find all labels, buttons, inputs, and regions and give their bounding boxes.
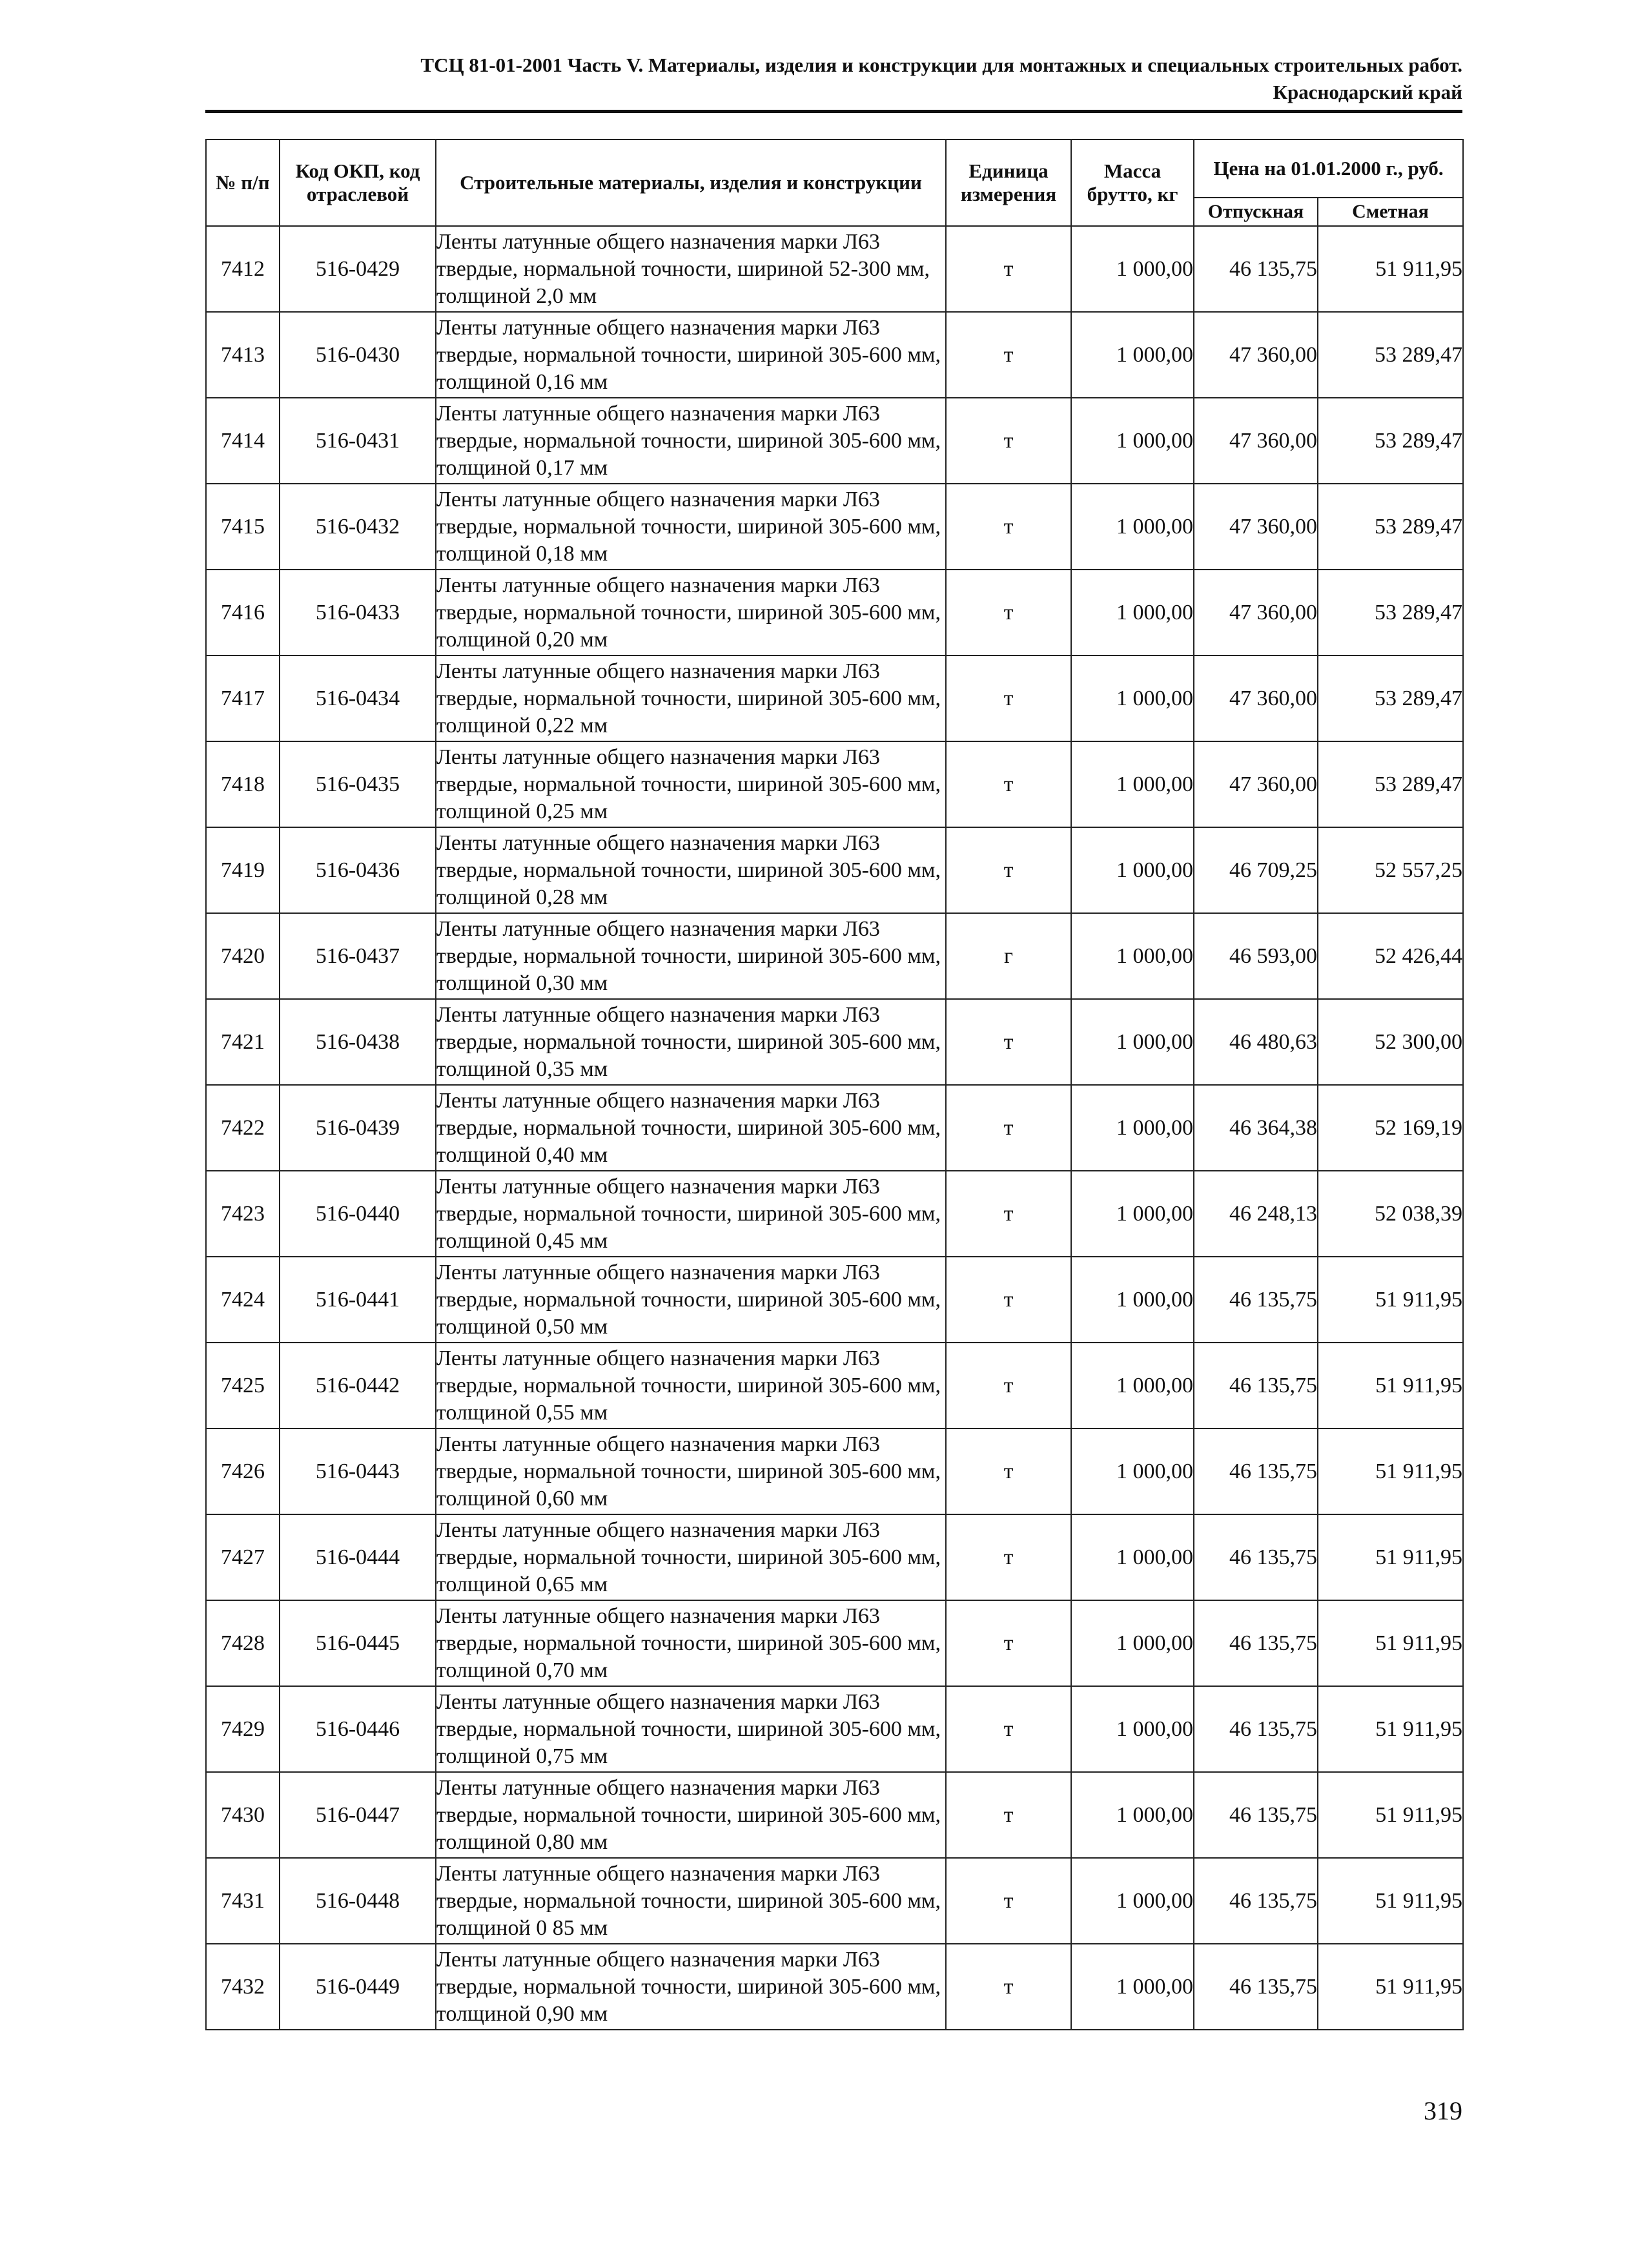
estimate-price: 53 289,47	[1318, 570, 1463, 655]
release-price: 47 360,00	[1194, 484, 1318, 570]
release-price: 47 360,00	[1194, 312, 1318, 398]
estimate-price: 53 289,47	[1318, 741, 1463, 827]
unit-of-measure: т	[946, 398, 1071, 484]
okp-code: 516-0449	[280, 1944, 436, 2030]
table-row	[206, 1858, 1463, 1944]
release-price: 46 248,13	[1194, 1171, 1318, 1257]
page-number: 319	[1424, 2096, 1462, 2125]
release-price: 46 135,75	[1194, 1257, 1318, 1343]
estimate-price: 52 300,00	[1318, 999, 1463, 1085]
okp-code: 516-0443	[280, 1428, 436, 1514]
table-row	[206, 827, 1463, 913]
estimate-price: 53 289,47	[1318, 484, 1463, 570]
unit-of-measure: т	[946, 827, 1071, 913]
table-row	[206, 226, 1463, 312]
column-header-unit: Единица измерения	[946, 139, 1071, 226]
gross-mass: 1 000,00	[1071, 1600, 1194, 1686]
release-price: 46 135,75	[1194, 1600, 1318, 1686]
okp-code: 516-0439	[280, 1085, 436, 1171]
release-price: 46 135,75	[1194, 1772, 1318, 1858]
row-number: 7418	[206, 741, 280, 827]
unit-of-measure: т	[946, 1686, 1071, 1772]
table-body	[206, 226, 1463, 2030]
okp-code: 516-0446	[280, 1686, 436, 1772]
okp-code: 516-0440	[280, 1171, 436, 1257]
okp-code: 516-0435	[280, 741, 436, 827]
estimate-price: 51 911,95	[1318, 226, 1463, 312]
column-header-price-group: Цена на 01.01.2000 г., руб.	[1194, 139, 1463, 198]
gross-mass: 1 000,00	[1071, 1772, 1194, 1858]
okp-code: 516-0433	[280, 570, 436, 655]
release-price: 47 360,00	[1194, 398, 1318, 484]
okp-code: 516-0429	[280, 226, 436, 312]
release-price: 46 135,75	[1194, 1858, 1318, 1944]
release-price: 46 135,75	[1194, 1514, 1318, 1600]
header-title: ТСЦ 81-01-2001 Часть V. Материалы, изделия и конструкции для монтажных и специальных строительных работ.	[420, 54, 1462, 76]
okp-code: 516-0442	[280, 1343, 436, 1428]
row-number: 7413	[206, 312, 280, 398]
material-name: Ленты латунные общего назначения марки Л63 твердые, нормальной точности, шириной 305-600 мм, толщиной 0,25 мм	[436, 741, 946, 827]
table-row	[206, 312, 1463, 398]
gross-mass: 1 000,00	[1071, 1085, 1194, 1171]
material-name: Ленты латунные общего назначения марки Л63 твердые, нормальной точности, шириной 305-600 мм, толщиной 0 85 мм	[436, 1858, 946, 1944]
estimate-price: 52 426,44	[1318, 913, 1463, 999]
unit-of-measure: т	[946, 1171, 1071, 1257]
gross-mass: 1 000,00	[1071, 655, 1194, 741]
okp-code: 516-0436	[280, 827, 436, 913]
unit-of-measure: т	[946, 1428, 1071, 1514]
price-table	[205, 139, 1464, 2030]
estimate-price: 53 289,47	[1318, 312, 1463, 398]
unit-of-measure: г	[946, 913, 1071, 999]
table-row	[206, 741, 1463, 827]
estimate-price: 51 911,95	[1318, 1428, 1463, 1514]
release-price: 46 709,25	[1194, 827, 1318, 913]
gross-mass: 1 000,00	[1071, 484, 1194, 570]
unit-of-measure: т	[946, 1257, 1071, 1343]
header-region: Краснодарский край	[1273, 81, 1462, 103]
gross-mass: 1 000,00	[1071, 1514, 1194, 1600]
gross-mass: 1 000,00	[1071, 1343, 1194, 1428]
unit-of-measure: т	[946, 655, 1071, 741]
material-name: Ленты латунные общего назначения марки Л63 твердые, нормальной точности, шириной 305-600 мм, толщиной 0,28 мм	[436, 827, 946, 913]
material-name: Ленты латунные общего назначения марки Л63 твердые, нормальной точности, шириной 305-600 мм, толщиной 0,55 мм	[436, 1343, 946, 1428]
unit-of-measure: т	[946, 741, 1071, 827]
gross-mass: 1 000,00	[1071, 1686, 1194, 1772]
table-row	[206, 655, 1463, 741]
column-header-code: Код ОКП, код отраслевой	[280, 139, 436, 226]
gross-mass: 1 000,00	[1071, 741, 1194, 827]
estimate-price: 51 911,95	[1318, 1772, 1463, 1858]
table-row	[206, 999, 1463, 1085]
material-name: Ленты латунные общего назначения марки Л63 твердые, нормальной точности, шириной 305-600 мм, толщиной 0,65 мм	[436, 1514, 946, 1600]
gross-mass: 1 000,00	[1071, 1171, 1194, 1257]
okp-code: 516-0447	[280, 1772, 436, 1858]
release-price: 46 135,75	[1194, 1428, 1318, 1514]
okp-code: 516-0430	[280, 312, 436, 398]
gross-mass: 1 000,00	[1071, 398, 1194, 484]
row-number: 7415	[206, 484, 280, 570]
unit-of-measure: т	[946, 312, 1071, 398]
estimate-price: 53 289,47	[1318, 655, 1463, 741]
row-number: 7427	[206, 1514, 280, 1600]
estimate-price: 51 911,95	[1318, 1944, 1463, 2030]
estimate-price: 51 911,95	[1318, 1257, 1463, 1343]
column-header-name: Строительные материалы, изделия и конструкции	[436, 139, 946, 226]
table-row	[206, 1171, 1463, 1257]
release-price: 46 135,75	[1194, 226, 1318, 312]
table-row	[206, 398, 1463, 484]
material-name: Ленты латунные общего назначения марки Л63 твердые, нормальной точности, шириной 305-600 мм, толщиной 0,18 мм	[436, 484, 946, 570]
column-header-estimate-price: Сметная	[1318, 198, 1463, 226]
unit-of-measure: т	[946, 1085, 1071, 1171]
material-name: Ленты латунные общего назначения марки Л63 твердые, нормальной точности, шириной 305-600 мм, толщиной 0,40 мм	[436, 1085, 946, 1171]
unit-of-measure: т	[946, 1343, 1071, 1428]
table-row	[206, 1343, 1463, 1428]
okp-code: 516-0437	[280, 913, 436, 999]
release-price: 47 360,00	[1194, 741, 1318, 827]
row-number: 7425	[206, 1343, 280, 1428]
material-name: Ленты латунные общего назначения марки Л63 твердые, нормальной точности, шириной 305-600 мм, толщиной 0,50 мм	[436, 1257, 946, 1343]
table-row	[206, 1428, 1463, 1514]
gross-mass: 1 000,00	[1071, 570, 1194, 655]
table-row	[206, 1686, 1463, 1772]
gross-mass: 1 000,00	[1071, 312, 1194, 398]
release-price: 46 135,75	[1194, 1686, 1318, 1772]
okp-code: 516-0438	[280, 999, 436, 1085]
okp-code: 516-0441	[280, 1257, 436, 1343]
gross-mass: 1 000,00	[1071, 1257, 1194, 1343]
unit-of-measure: т	[946, 999, 1071, 1085]
material-name: Ленты латунные общего назначения марки Л63 твердые, нормальной точности, шириной 305-600 мм, толщиной 0,75 мм	[436, 1686, 946, 1772]
estimate-price: 51 911,95	[1318, 1858, 1463, 1944]
okp-code: 516-0448	[280, 1858, 436, 1944]
material-name: Ленты латунные общего назначения марки Л63 твердые, нормальной точности, шириной 305-600 мм, толщиной 0,35 мм	[436, 999, 946, 1085]
material-name: Ленты латунные общего назначения марки Л63 твердые, нормальной точности, шириной 305-600 мм, толщиной 0,30 мм	[436, 913, 946, 999]
table-row	[206, 570, 1463, 655]
table-row	[206, 484, 1463, 570]
estimate-price: 51 911,95	[1318, 1514, 1463, 1600]
estimate-price: 53 289,47	[1318, 398, 1463, 484]
row-number: 7412	[206, 226, 280, 312]
row-number: 7426	[206, 1428, 280, 1514]
release-price: 46 593,00	[1194, 913, 1318, 999]
material-name: Ленты латунные общего назначения марки Л63 твердые, нормальной точности, шириной 305-600 мм, толщиной 0,90 мм	[436, 1944, 946, 2030]
material-name: Ленты латунные общего назначения марки Л63 твердые, нормальной точности, шириной 305-600 мм, толщиной 0,45 мм	[436, 1171, 946, 1257]
estimate-price: 52 169,19	[1318, 1085, 1463, 1171]
estimate-price: 51 911,95	[1318, 1686, 1463, 1772]
page-header	[194, 52, 1462, 106]
okp-code: 516-0431	[280, 398, 436, 484]
unit-of-measure: т	[946, 226, 1071, 312]
row-number: 7419	[206, 827, 280, 913]
material-name: Ленты латунные общего назначения марки Л63 твердые, нормальной точности, шириной 305-600 мм, толщиной 0,80 мм	[436, 1772, 946, 1858]
gross-mass: 1 000,00	[1071, 1944, 1194, 2030]
table-row	[206, 1772, 1463, 1858]
estimate-price: 51 911,95	[1318, 1343, 1463, 1428]
release-price: 46 364,38	[1194, 1085, 1318, 1171]
okp-code: 516-0445	[280, 1600, 436, 1686]
unit-of-measure: т	[946, 1772, 1071, 1858]
gross-mass: 1 000,00	[1071, 827, 1194, 913]
unit-of-measure: т	[946, 570, 1071, 655]
row-number: 7421	[206, 999, 280, 1085]
release-price: 46 480,63	[1194, 999, 1318, 1085]
material-name: Ленты латунные общего назначения марки Л63 твердые, нормальной точности, шириной 305-600 мм, толщиной 0,22 мм	[436, 655, 946, 741]
row-number: 7420	[206, 913, 280, 999]
release-price: 46 135,75	[1194, 1944, 1318, 2030]
table-row	[206, 913, 1463, 999]
table-row	[206, 1944, 1463, 2030]
table-row	[206, 1600, 1463, 1686]
row-number: 7423	[206, 1171, 280, 1257]
unit-of-measure: т	[946, 1514, 1071, 1600]
row-number: 7431	[206, 1858, 280, 1944]
okp-code: 516-0434	[280, 655, 436, 741]
okp-code: 516-0432	[280, 484, 436, 570]
material-name: Ленты латунные общего назначения марки Л63 твердые, нормальной точности, шириной 305-600 мм, толщиной 0,20 мм	[436, 570, 946, 655]
unit-of-measure: т	[946, 1944, 1071, 2030]
material-name: Ленты латунные общего назначения марки Л63 твердые, нормальной точности, шириной 305-600 мм, толщиной 0,70 мм	[436, 1600, 946, 1686]
unit-of-measure: т	[946, 1858, 1071, 1944]
row-number: 7428	[206, 1600, 280, 1686]
row-number: 7416	[206, 570, 280, 655]
row-number: 7424	[206, 1257, 280, 1343]
header-divider	[205, 110, 1462, 113]
estimate-price: 52 557,25	[1318, 827, 1463, 913]
table-row	[206, 1085, 1463, 1171]
release-price: 46 135,75	[1194, 1343, 1318, 1428]
material-name: Ленты латунные общего назначения марки Л63 твердые, нормальной точности, шириной 52-300 мм, толщиной 2,0 мм	[436, 226, 946, 312]
gross-mass: 1 000,00	[1071, 1428, 1194, 1514]
gross-mass: 1 000,00	[1071, 226, 1194, 312]
gross-mass: 1 000,00	[1071, 913, 1194, 999]
row-number: 7432	[206, 1944, 280, 2030]
estimate-price: 52 038,39	[1318, 1171, 1463, 1257]
gross-mass: 1 000,00	[1071, 999, 1194, 1085]
table-row	[206, 1514, 1463, 1600]
release-price: 47 360,00	[1194, 655, 1318, 741]
unit-of-measure: т	[946, 1600, 1071, 1686]
row-number: 7429	[206, 1686, 280, 1772]
row-number: 7430	[206, 1772, 280, 1858]
row-number: 7414	[206, 398, 280, 484]
material-name: Ленты латунные общего назначения марки Л63 твердые, нормальной точности, шириной 305-600 мм, толщиной 0,17 мм	[436, 398, 946, 484]
material-name: Ленты латунные общего назначения марки Л63 твердые, нормальной точности, шириной 305-600 мм, толщиной 0,60 мм	[436, 1428, 946, 1514]
unit-of-measure: т	[946, 484, 1071, 570]
release-price: 47 360,00	[1194, 570, 1318, 655]
estimate-price: 51 911,95	[1318, 1600, 1463, 1686]
material-name: Ленты латунные общего назначения марки Л63 твердые, нормальной точности, шириной 305-600 мм, толщиной 0,16 мм	[436, 312, 946, 398]
gross-mass: 1 000,00	[1071, 1858, 1194, 1944]
table-row	[206, 1257, 1463, 1343]
column-header-num: № п/п	[206, 139, 280, 226]
column-header-mass: Масса брутто, кг	[1071, 139, 1194, 226]
column-header-release-price: Отпускная	[1194, 198, 1318, 226]
row-number: 7422	[206, 1085, 280, 1171]
row-number: 7417	[206, 655, 280, 741]
okp-code: 516-0444	[280, 1514, 436, 1600]
